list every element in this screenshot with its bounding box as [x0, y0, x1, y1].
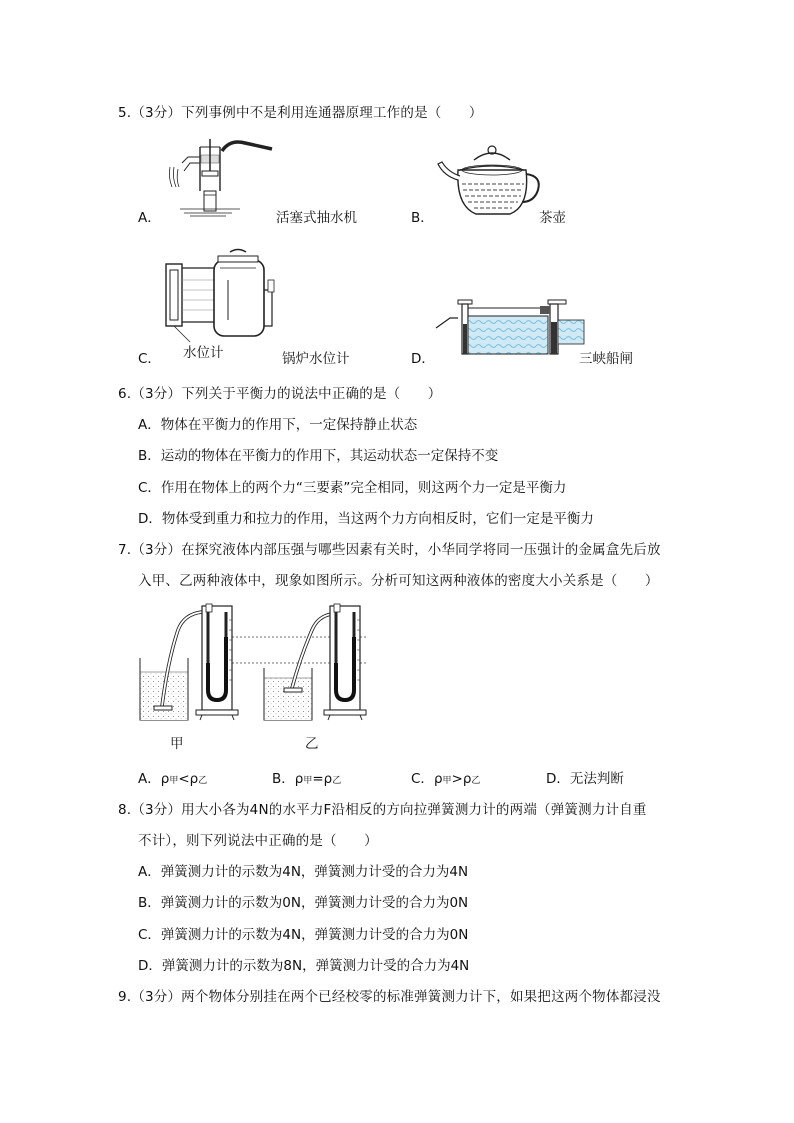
q5-option-b-caption: 茶壶 [539, 210, 566, 226]
rho: ρ [160, 771, 170, 787]
relation: =ρ [312, 771, 333, 787]
q5-option-c-sub-caption: 水位计 [183, 345, 224, 361]
subscript-yi: 乙 [471, 776, 481, 786]
q7-option-a [138, 770, 207, 790]
relation: <ρ [178, 771, 199, 787]
q5-option-d-letter: D． [411, 351, 435, 367]
relation: >ρ [451, 771, 472, 787]
q9-stem-line1: 9.（3分）两个物体分别挂在两个已经校零的标准弹簧测力计下，如果把这两个物体都浸没 [118, 989, 661, 1005]
q7-figure-label-yi: 乙 [305, 736, 319, 752]
pressure-gauge-figure [132, 600, 372, 725]
option-letter: B． [272, 771, 295, 787]
q7-option-c [411, 770, 480, 790]
q7-figure-label-jia: 甲 [170, 736, 184, 752]
q7-stem-line2: 入甲、乙两种液体中，现象如图所示。分析可知这两种液体的密度大小关系是（ ） [138, 573, 659, 589]
q5-option-d-caption: 三峡船闸 [579, 351, 633, 367]
rho: ρ [294, 771, 304, 787]
q5-option-a-caption: 活塞式抽水机 [276, 210, 357, 226]
piston-pump-figure [160, 133, 280, 218]
q7-option-d [546, 770, 624, 788]
option-letter: A． [138, 771, 161, 787]
q5-option-c-letter: C． [138, 351, 161, 367]
ship-lock-figure [436, 294, 586, 358]
q6-option-b: B．运动的物体在平衡力的作用下，其运动状态一定保持不变 [138, 448, 499, 464]
q7-stem-line1: 7.（3分）在探究液体内部压强与哪些因素有关时，小华同学将同一压强计的金属盒先后放 [118, 542, 661, 558]
q8-option-d: D．弹簧测力计的示数为8N，弹簧测力计受的合力为4N [138, 958, 470, 974]
q5-option-a-letter: A． [138, 210, 161, 226]
q8-option-b: B．弹簧测力计的示数为0N，弹簧测力计受的合力为0N [138, 895, 469, 911]
subscript-yi: 乙 [198, 776, 208, 786]
option-letter: C． [411, 771, 434, 787]
teapot-figure [434, 140, 544, 220]
q8-stem-line2: 不计），则下列说法中正确的是（ ） [138, 833, 378, 849]
q6-option-a: A．物体在平衡力的作用下，一定保持静止状态 [138, 417, 418, 433]
subscript-jia: 甲 [442, 776, 452, 786]
subscript-jia: 甲 [169, 776, 179, 786]
option-letter: D． [546, 771, 570, 787]
subscript-jia: 甲 [303, 776, 313, 786]
q6-option-d: D．物体受到重力和拉力的作用，当这两个力方向相反时，它们一定是平衡力 [138, 511, 594, 527]
q5-option-c-caption: 锅炉水位计 [282, 351, 350, 367]
q8-option-c: C．弹簧测力计的示数为4N，弹簧测力计受的合力为0N [138, 927, 469, 943]
q6-option-c: C．作用在物体上的两个力“三要素”完全相同，则这两个力一定是平衡力 [138, 480, 567, 496]
rho: ρ [433, 771, 443, 787]
boiler-gauge-figure [160, 250, 280, 350]
q5-option-b-letter: B． [411, 210, 434, 226]
q8-option-a: A．弹簧测力计的示数为4N，弹簧测力计受的合力为4N [138, 864, 469, 880]
q6-stem: 6.（3分）下列关于平衡力的说法中正确的是（ ） [118, 386, 442, 402]
option-text: 无法判断 [569, 771, 624, 787]
subscript-yi: 乙 [332, 776, 342, 786]
q8-stem-line1: 8.（3分）用大小各为4N的水平力F沿相反的方向拉弹簧测力计的两端（弹簧测力计自重 [118, 802, 647, 818]
q5-stem: 5.（3分）下列事例中不是利用连通器原理工作的是（ ） [118, 105, 483, 121]
q7-option-b [272, 770, 341, 790]
